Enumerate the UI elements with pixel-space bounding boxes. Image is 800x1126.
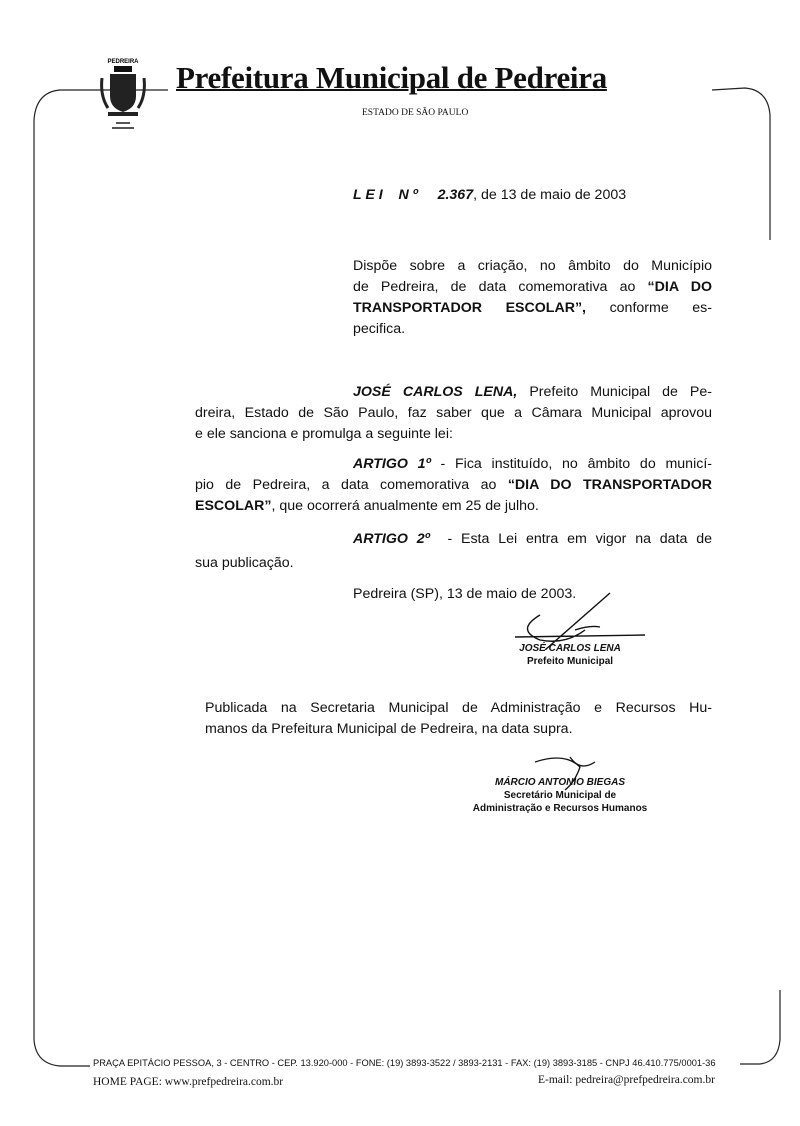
mayor-signature-icon bbox=[505, 585, 645, 650]
secretary-department: Administração e Recursos Humanos bbox=[472, 803, 648, 814]
text-segment: manos da Prefeitura Municipal de Pedreira, na data supra. bbox=[205, 721, 573, 737]
preamble-text-line bbox=[195, 404, 712, 422]
text-segment bbox=[383, 187, 399, 203]
text-segment: Prefeito Municipal de Pe- bbox=[517, 384, 713, 400]
art2-text-line bbox=[353, 530, 712, 548]
art1-text-line bbox=[195, 476, 712, 494]
ementa-text-line bbox=[353, 299, 712, 317]
text-segment: ESCOLAR” bbox=[195, 498, 272, 514]
preamble-text-line bbox=[353, 383, 712, 401]
text-segment: de Pedreira, de data comemorativa ao bbox=[353, 279, 648, 295]
footer-email bbox=[538, 1074, 715, 1086]
mayor-signature-block bbox=[500, 642, 640, 668]
email-link[interactable]: pedreira@prefpedreira.com.br bbox=[575, 1074, 715, 1086]
text-segment: 2.367 bbox=[437, 187, 474, 203]
publication-text-line bbox=[205, 720, 655, 738]
mayor-name: JOSÉ CARLOS LENA bbox=[519, 643, 621, 654]
text-segment: “DIA DO bbox=[647, 279, 712, 295]
email-label: E-mail: bbox=[538, 1074, 573, 1086]
mayor-role: Prefeito Municipal bbox=[526, 656, 614, 667]
text-segment: TRANSPORTADOR ESCOLAR”, bbox=[353, 300, 586, 316]
art1-text-line bbox=[353, 455, 712, 473]
preamble-text-line bbox=[195, 425, 495, 443]
art2-text-line bbox=[195, 554, 345, 572]
text-segment: Publicada na Secretaria Municipal de Administração e Recursos Hu- bbox=[205, 700, 712, 716]
secretary-role: Secretário Municipal de bbox=[503, 790, 617, 801]
svg-text:PEDREIRA: PEDREIRA bbox=[107, 59, 139, 65]
text-segment: JOSÉ CARLOS LENA, bbox=[353, 384, 518, 400]
publication-text-line bbox=[205, 699, 712, 717]
text-segment: pecifica. bbox=[353, 321, 406, 337]
secretary-name: MÁRCIO ANTONIO BIEGAS bbox=[494, 777, 625, 788]
text-segment: N º bbox=[398, 187, 418, 203]
text-segment: , que ocorrerá anualmente em 25 de julho. bbox=[271, 498, 539, 514]
homepage-link[interactable]: www.prefpedreira.com.br bbox=[164, 1076, 284, 1088]
footer-address: PRAÇA EPITÁCIO PESSOA, 3 - CENTRO - CEP. 13.920-000 - FONE: (19) 3893-3522 / 3893-2131 - FAX: (19) 3893-3185 - CNPJ 46.410.775/0001-36 bbox=[93, 1058, 716, 1068]
text-segment: “DIA DO TRANSPORTADOR bbox=[507, 477, 712, 493]
letterhead-title: Prefeitura Municipal de Pedreira bbox=[176, 60, 607, 95]
text-segment: - Fica instituído, no âmbito do municí- bbox=[430, 456, 712, 472]
text-segment: e ele sanciona e promulga a seguinte lei: bbox=[195, 426, 453, 442]
text-segment: pio de Pedreira, a data comemorativa ao bbox=[195, 477, 508, 493]
ementa-text-line bbox=[353, 257, 712, 275]
art1-text-line bbox=[195, 497, 539, 515]
municipal-crest-icon bbox=[98, 56, 148, 136]
text-segment: L E I bbox=[353, 187, 383, 203]
footer-homepage bbox=[93, 1076, 283, 1088]
ementa-text-line bbox=[353, 278, 712, 296]
letterhead-state: ESTADO DE SÃO PAULO bbox=[362, 108, 469, 118]
text-segment: , de 13 de maio de 2003 bbox=[473, 187, 627, 203]
text-segment: conforme es- bbox=[585, 300, 712, 316]
ementa-text-line bbox=[353, 320, 413, 338]
text-segment: dreira, Estado de São Paulo, faz saber que a Câmara Municipal aprovou bbox=[195, 405, 712, 421]
homepage-label: HOME PAGE: bbox=[93, 1076, 162, 1088]
text-segment: sua publicação. bbox=[195, 555, 294, 571]
text-segment: ARTIGO 2º bbox=[353, 531, 430, 547]
secretary-signature-block bbox=[440, 776, 680, 815]
text-segment: Dispõe sobre a criação, no âmbito do Município bbox=[353, 258, 712, 274]
lines-text-line bbox=[353, 186, 683, 204]
text-segment: - Esta Lei entra em vigor na data de bbox=[429, 531, 712, 547]
text-segment: Pedreira (SP), 13 de maio de 2003. bbox=[353, 586, 577, 602]
text-segment: ARTIGO 1º bbox=[353, 456, 431, 472]
text-segment bbox=[418, 187, 438, 203]
